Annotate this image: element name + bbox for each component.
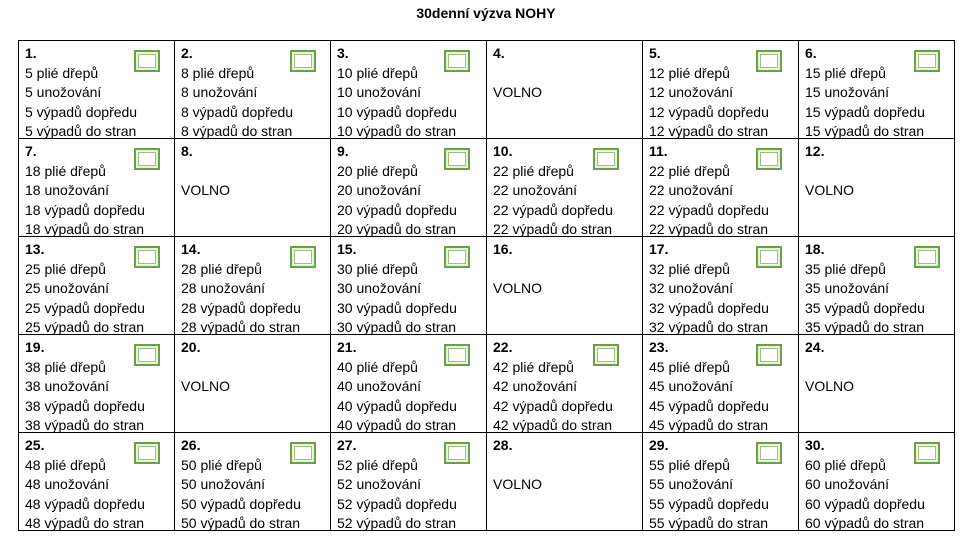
- day-number: 19.: [25, 339, 45, 355]
- leg-raise-line: 22 unožování: [493, 182, 578, 199]
- calendar-week-row: [19, 433, 955, 531]
- day-cell: [799, 335, 955, 433]
- squat-line: 38 plié dřepů: [25, 358, 106, 375]
- side-lunge-line: 32 výpadů do stran: [649, 319, 769, 336]
- completion-checkbox[interactable]: [756, 148, 782, 170]
- side-lunge-line: 22 výpadů do stran: [649, 221, 769, 238]
- day-cell: [175, 335, 331, 433]
- leg-raise-line: 52 unožování: [337, 476, 422, 493]
- squat-line: 12 plié dřepů: [649, 64, 730, 81]
- squat-line: 20 plié dřepů: [337, 162, 418, 179]
- day-cell: [643, 433, 799, 531]
- side-lunge-line: 18 výpadů do stran: [25, 221, 145, 238]
- side-lunge-line: 60 výpadů do stran: [805, 515, 925, 532]
- day-cell: [643, 41, 799, 139]
- completion-checkbox[interactable]: [444, 246, 470, 268]
- day-cell: [331, 139, 487, 237]
- day-cell: [487, 335, 643, 433]
- forward-lunge-line: 52 výpadů dopředu: [337, 495, 457, 512]
- day-number: 25.: [25, 437, 45, 453]
- forward-lunge-line: 28 výpadů dopředu: [181, 299, 301, 316]
- squat-line: 22 plié dřepů: [649, 162, 730, 179]
- day-number: 22.: [493, 339, 513, 355]
- completion-checkbox[interactable]: [756, 442, 782, 464]
- day-number: 18.: [805, 241, 825, 257]
- completion-checkbox[interactable]: [290, 246, 316, 268]
- completion-checkbox[interactable]: [290, 50, 316, 72]
- forward-lunge-line: 12 výpadů dopředu: [649, 103, 769, 120]
- forward-lunge-line: 20 výpadů dopředu: [337, 201, 457, 218]
- leg-raise-line: 30 unožování: [337, 280, 422, 297]
- day-number: 10.: [493, 143, 513, 159]
- squat-line: 52 plié dřepů: [337, 456, 418, 473]
- leg-raise-line: 60 unožování: [805, 476, 890, 493]
- day-number: 26.: [181, 437, 201, 453]
- completion-checkbox[interactable]: [134, 344, 160, 366]
- day-cell: [487, 433, 643, 531]
- day-number: 28.: [493, 437, 513, 453]
- day-cell: [799, 237, 955, 335]
- rest-day-label: VOLNO: [181, 378, 231, 395]
- day-content: [805, 338, 954, 432]
- day-cell: [19, 139, 175, 237]
- squat-line: 50 plié dřepů: [181, 456, 262, 473]
- day-content: [805, 142, 954, 236]
- forward-lunge-line: 8 výpadů dopředu: [181, 103, 294, 120]
- completion-checkbox[interactable]: [914, 246, 940, 268]
- forward-lunge-line: 18 výpadů dopředu: [25, 201, 145, 218]
- completion-checkbox[interactable]: [134, 148, 160, 170]
- day-cell: [487, 139, 643, 237]
- completion-checkbox[interactable]: [444, 344, 470, 366]
- day-cell: [643, 139, 799, 237]
- day-cell: [175, 41, 331, 139]
- day-number: 8.: [181, 143, 193, 159]
- day-number: 21.: [337, 339, 357, 355]
- squat-line: 60 plié dřepů: [805, 456, 886, 473]
- completion-checkbox[interactable]: [444, 50, 470, 72]
- page-title: 30denní výzva NOHY: [416, 5, 556, 21]
- day-cell: [643, 335, 799, 433]
- day-cell: [175, 433, 331, 531]
- leg-raise-line: 28 unožování: [181, 280, 266, 297]
- day-number: 15.: [337, 241, 357, 257]
- forward-lunge-line: 15 výpadů dopředu: [805, 103, 925, 120]
- completion-checkbox[interactable]: [444, 442, 470, 464]
- squat-line: 8 plié dřepů: [181, 64, 255, 81]
- day-number: 1.: [25, 45, 37, 61]
- day-number: 3.: [337, 45, 349, 61]
- calendar-week-row: [19, 335, 955, 433]
- day-cell: [19, 41, 175, 139]
- day-number: 27.: [337, 437, 357, 453]
- calendar-week-row: [19, 139, 955, 237]
- rest-day-label: VOLNO: [493, 84, 543, 101]
- completion-checkbox[interactable]: [134, 246, 160, 268]
- day-number: 9.: [337, 143, 349, 159]
- squat-line: 5 plié dřepů: [25, 64, 99, 81]
- day-number: 12.: [805, 143, 825, 159]
- side-lunge-line: 25 výpadů do stran: [25, 319, 145, 336]
- day-content: [493, 436, 642, 530]
- day-cell: [175, 139, 331, 237]
- forward-lunge-line: 48 výpadů dopředu: [25, 495, 145, 512]
- day-number: 23.: [649, 339, 669, 355]
- side-lunge-line: 30 výpadů do stran: [337, 319, 457, 336]
- squat-line: 32 plié dřepů: [649, 260, 730, 277]
- completion-checkbox[interactable]: [290, 442, 316, 464]
- completion-checkbox[interactable]: [756, 246, 782, 268]
- leg-raise-line: 15 unožování: [805, 84, 890, 101]
- side-lunge-line: 50 výpadů do stran: [181, 515, 301, 532]
- rest-day-label: VOLNO: [805, 378, 855, 395]
- forward-lunge-line: 5 výpadů dopředu: [25, 103, 138, 120]
- squat-line: 45 plié dřepů: [649, 358, 730, 375]
- side-lunge-line: 35 výpadů do stran: [805, 319, 925, 336]
- day-number: 5.: [649, 45, 661, 61]
- day-number: 4.: [493, 45, 505, 61]
- day-cell: [19, 433, 175, 531]
- rest-day-label: VOLNO: [493, 476, 543, 493]
- day-cell: [175, 237, 331, 335]
- day-cell: [19, 237, 175, 335]
- day-number: 13.: [25, 241, 45, 257]
- day-cell: [799, 433, 955, 531]
- side-lunge-line: 12 výpadů do stran: [649, 123, 769, 140]
- day-number: 6.: [805, 45, 817, 61]
- day-number: 29.: [649, 437, 669, 453]
- squat-line: 22 plié dřepů: [493, 162, 574, 179]
- day-content: [181, 338, 330, 432]
- leg-raise-line: 10 unožování: [337, 84, 422, 101]
- leg-raise-line: 55 unožování: [649, 476, 734, 493]
- day-number: 2.: [181, 45, 193, 61]
- challenge-calendar: [18, 40, 955, 531]
- forward-lunge-line: 22 výpadů dopředu: [493, 201, 613, 218]
- forward-lunge-line: 32 výpadů dopředu: [649, 299, 769, 316]
- forward-lunge-line: 30 výpadů dopředu: [337, 299, 457, 316]
- leg-raise-line: 12 unožování: [649, 84, 734, 101]
- day-content: [493, 338, 642, 432]
- leg-raise-line: 45 unožování: [649, 378, 734, 395]
- squat-line: 35 plié dřepů: [805, 260, 886, 277]
- day-cell: [331, 433, 487, 531]
- leg-raise-line: 48 unožování: [25, 476, 110, 493]
- leg-raise-line: 25 unožování: [25, 280, 110, 297]
- forward-lunge-line: 45 výpadů dopředu: [649, 397, 769, 414]
- forward-lunge-line: 38 výpadů dopředu: [25, 397, 145, 414]
- leg-raise-line: 32 unožování: [649, 280, 734, 297]
- side-lunge-line: 10 výpadů do stran: [337, 123, 457, 140]
- side-lunge-line: 38 výpadů do stran: [25, 417, 145, 434]
- completion-checkbox[interactable]: [756, 50, 782, 72]
- leg-raise-line: 42 unožování: [493, 378, 578, 395]
- day-content: [493, 142, 642, 236]
- squat-line: 30 plié dřepů: [337, 260, 418, 277]
- forward-lunge-line: 35 výpadů dopředu: [805, 299, 925, 316]
- rest-day-label: VOLNO: [493, 280, 543, 297]
- day-cell: [799, 41, 955, 139]
- side-lunge-line: 45 výpadů do stran: [649, 417, 769, 434]
- side-lunge-line: 40 výpadů do stran: [337, 417, 457, 434]
- side-lunge-line: 55 výpadů do stran: [649, 515, 769, 532]
- side-lunge-line: 28 výpadů do stran: [181, 319, 301, 336]
- forward-lunge-line: 42 výpadů dopředu: [493, 397, 613, 414]
- forward-lunge-line: 10 výpadů dopředu: [337, 103, 457, 120]
- leg-raise-line: 40 unožování: [337, 378, 422, 395]
- squat-line: 48 plié dřepů: [25, 456, 106, 473]
- completion-checkbox[interactable]: [756, 344, 782, 366]
- day-cell: [487, 237, 643, 335]
- forward-lunge-line: 22 výpadů dopředu: [649, 201, 769, 218]
- side-lunge-line: 52 výpadů do stran: [337, 515, 457, 532]
- side-lunge-line: 8 výpadů do stran: [181, 123, 293, 140]
- day-number: 30.: [805, 437, 825, 453]
- leg-raise-line: 22 unožování: [649, 182, 734, 199]
- squat-line: 15 plié dřepů: [805, 64, 886, 81]
- side-lunge-line: 20 výpadů do stran: [337, 221, 457, 238]
- squat-line: 10 plié dřepů: [337, 64, 418, 81]
- day-cell: [19, 335, 175, 433]
- completion-checkbox[interactable]: [593, 344, 619, 366]
- squat-line: 28 plié dřepů: [181, 260, 262, 277]
- completion-checkbox[interactable]: [914, 50, 940, 72]
- forward-lunge-line: 55 výpadů dopředu: [649, 495, 769, 512]
- completion-checkbox[interactable]: [134, 442, 160, 464]
- leg-raise-line: 38 unožování: [25, 378, 110, 395]
- completion-checkbox[interactable]: [914, 442, 940, 464]
- day-number: 17.: [649, 241, 669, 257]
- side-lunge-line: 42 výpadů do stran: [493, 417, 613, 434]
- completion-checkbox[interactable]: [134, 50, 160, 72]
- forward-lunge-line: 60 výpadů dopředu: [805, 495, 925, 512]
- squat-line: 40 plié dřepů: [337, 358, 418, 375]
- leg-raise-line: 18 unožování: [25, 182, 110, 199]
- side-lunge-line: 22 výpadů do stran: [493, 221, 613, 238]
- day-cell: [331, 41, 487, 139]
- forward-lunge-line: 50 výpadů dopředu: [181, 495, 301, 512]
- day-content: [493, 44, 642, 138]
- day-number: 16.: [493, 241, 513, 257]
- completion-checkbox[interactable]: [593, 148, 619, 170]
- squat-line: 55 plié dřepů: [649, 456, 730, 473]
- squat-line: 25 plié dřepů: [25, 260, 106, 277]
- day-number: 11.: [649, 143, 668, 159]
- squat-line: 42 plié dřepů: [493, 358, 574, 375]
- leg-raise-line: 35 unožování: [805, 280, 890, 297]
- day-cell: [643, 237, 799, 335]
- side-lunge-line: 48 výpadů do stran: [25, 515, 145, 532]
- calendar-week-row: [19, 41, 955, 139]
- day-content: [181, 142, 330, 236]
- leg-raise-line: 20 unožování: [337, 182, 422, 199]
- forward-lunge-line: 40 výpadů dopředu: [337, 397, 457, 414]
- rest-day-label: VOLNO: [805, 182, 855, 199]
- squat-line: 18 plié dřepů: [25, 162, 106, 179]
- calendar-body: [19, 41, 955, 531]
- forward-lunge-line: 25 výpadů dopředu: [25, 299, 145, 316]
- day-content: [493, 240, 642, 334]
- day-cell: [487, 41, 643, 139]
- side-lunge-line: 15 výpadů do stran: [805, 123, 925, 140]
- day-number: 7.: [25, 143, 37, 159]
- leg-raise-line: 8 unožování: [181, 84, 258, 101]
- rest-day-label: VOLNO: [181, 182, 231, 199]
- side-lunge-line: 5 výpadů do stran: [25, 123, 137, 140]
- day-cell: [331, 237, 487, 335]
- leg-raise-line: 5 unožování: [25, 84, 102, 101]
- day-cell: [799, 139, 955, 237]
- day-number: 14.: [181, 241, 201, 257]
- day-cell: [331, 335, 487, 433]
- calendar-week-row: [19, 237, 955, 335]
- completion-checkbox[interactable]: [444, 148, 470, 170]
- day-number: 24.: [805, 339, 825, 355]
- day-number: 20.: [181, 339, 201, 355]
- leg-raise-line: 50 unožování: [181, 476, 266, 493]
